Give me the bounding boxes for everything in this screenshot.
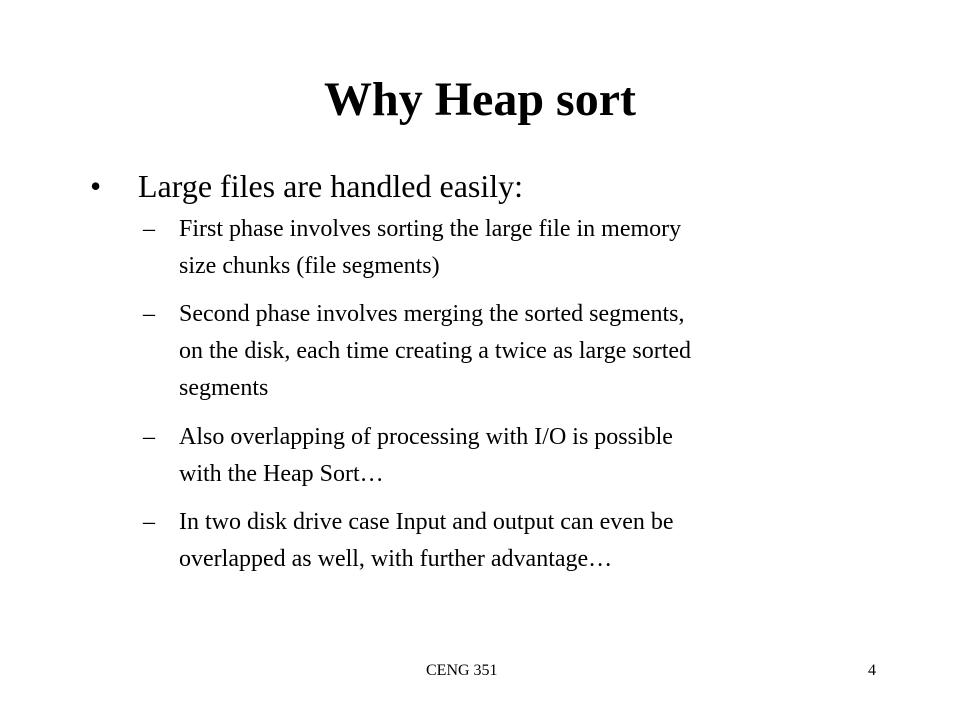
sub-bullet-4-line-1: In two disk drive case Input and output can even be <box>179 509 674 535</box>
sub-bullet-1-line-2: size chunks (file segments) <box>179 253 440 279</box>
dash-icon: – <box>143 424 155 450</box>
sub-bullet-2-line-3: segments <box>179 375 269 401</box>
sub-bullet-2-line-2: on the disk, each time creating a twice as large sorted <box>179 338 692 364</box>
footer-page-number: 4 <box>868 662 876 679</box>
bullet-icon: • <box>90 168 102 204</box>
dash-icon: – <box>143 216 155 242</box>
dash-icon: – <box>143 509 155 535</box>
main-bullet-text: Large files are handled easily: <box>138 168 524 204</box>
sub-bullet-4-line-2: overlapped as well, with further advantage… <box>179 546 613 572</box>
sub-bullet-1-line-1: First phase involves sorting the large file in memory <box>179 216 682 242</box>
dash-icon: – <box>143 301 155 327</box>
footer-course: CENG 351 <box>426 662 498 679</box>
slide-title: Why Heap sort <box>324 73 636 126</box>
sub-bullet-3-line-2: with the Heap Sort… <box>179 461 384 487</box>
sub-bullet-2-line-1: Second phase involves merging the sorted segments, <box>179 301 685 327</box>
sub-bullet-3-line-1: Also overlapping of processing with I/O is possible <box>179 424 673 450</box>
